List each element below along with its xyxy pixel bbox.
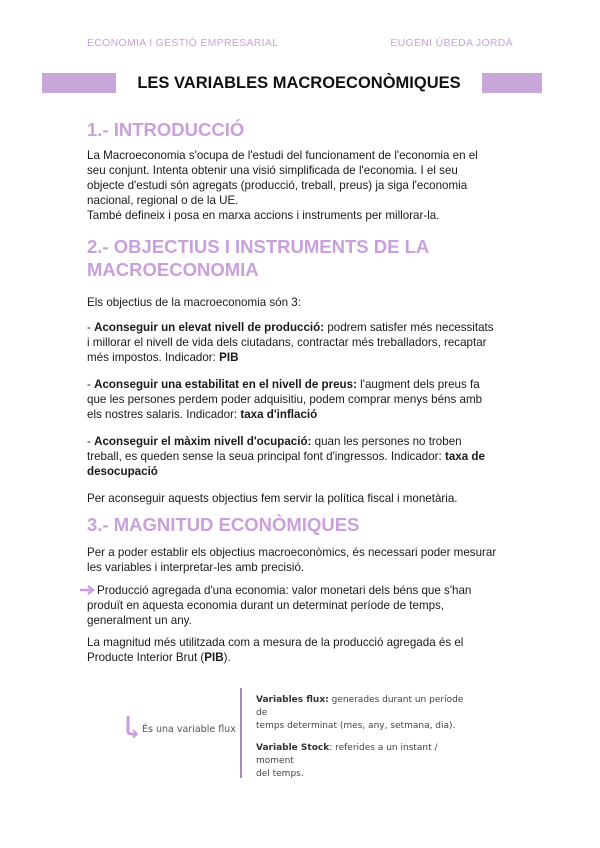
text: treball, es queden sense la seua principal font d'ingressos. Indicador: — [87, 450, 445, 463]
section-3-paragraph-2 — [87, 583, 517, 628]
objective-3-title: Aconseguir el màxim nivell d'ocupació: — [94, 435, 312, 448]
text-line: generalment un any. — [87, 614, 192, 627]
stock-definition — [256, 742, 471, 781]
header-subject: ECONOMIA I GESTIÓ EMPRESARIAL — [87, 37, 279, 49]
text: més impostos. Indicador: — [87, 351, 220, 364]
pib-term: PIB — [204, 651, 224, 664]
objectives-closing: Per aconseguir aquests objectius fem servir la política fiscal i monetària. — [87, 492, 458, 505]
text: l'augment dels preus fa — [356, 378, 480, 391]
text-line: També defineix i posa en marxa accions i instruments per millorar-la. — [87, 209, 440, 222]
objective-3: - Aconseguir el màxim nivell d'ocupació: quan les persones no troben treball, es queden sense la seua principal font d'ingressos. Indicador: taxa de desocupació — [87, 435, 485, 478]
heading-line: MACROECONOMIA — [87, 259, 259, 280]
objective-1-indicator: PIB — [219, 351, 239, 364]
section-3-heading: 3.- MAGNITUD ECONÒMIQUES — [87, 514, 360, 535]
header-author: EUGENI ÚBEDA JORDÀ — [390, 37, 513, 49]
flux-definition — [256, 694, 471, 733]
flux-term: Variables flux: — [256, 695, 329, 705]
text-line: temps determinat (mes, any, setmana, dia). — [256, 721, 456, 731]
section-3-paragraph-3 — [87, 635, 517, 665]
text-line: i millorar el nivell de vida dels ciutadans, contractar més treballadors, recaptar — [87, 336, 487, 349]
text: ). — [223, 651, 231, 664]
text-line: les variables i interpretar-les amb precisió. — [87, 561, 305, 574]
objective-1-title: Aconseguir un elevat nivell de producció: — [94, 321, 325, 334]
text: podrem satisfer més necessitats — [324, 321, 494, 334]
title-bar-right — [482, 73, 542, 93]
text: generades durant un període de — [256, 695, 464, 718]
text: Producte Interior Brut ( — [87, 651, 205, 664]
text-line: objecte d'estudi són agregats (producció, treball, preus) ja siga l'economia — [87, 179, 468, 192]
text-line: Per a poder establir els objectius macroeconòmics, és necessari poder mesurar — [87, 546, 497, 559]
section-2-heading — [87, 235, 429, 281]
objective-1: - Aconseguir un elevat nivell de producció: podrem satisfer més necessitats i millorar el nivell de vida dels ciutadans, contractar més treballadors, recaptar més impostos. Indicador: PIB — [87, 320, 517, 365]
section-1-heading: 1.- INTRODUCCIÓ — [87, 119, 245, 140]
heading-line: 2.- OBJECTIUS I INSTRUMENTS DE LA — [87, 236, 430, 257]
text: quan les persones no troben — [311, 435, 462, 448]
objective-2-indicator: taxa d'inflació — [240, 408, 318, 421]
text-line: La Macroeconomia s'ocupa de l'estudi del funcionament de l'economia en el — [87, 149, 478, 162]
page-header — [87, 37, 513, 49]
variables-figure — [118, 688, 472, 778]
text-line: del temps. — [256, 769, 304, 779]
text-line: produït en aquesta economia durant un determinat període de temps, — [87, 599, 445, 612]
objectives-intro: Els objectius de la macroeconomia són 3: — [87, 296, 301, 309]
text-line: que les persones perdem poder adquisitiu, podem comprar menys béns amb — [87, 393, 483, 406]
section-3-paragraph-1 — [87, 545, 517, 575]
objective-2: - Aconseguir una estabilitat en el nivell de preus: l'augment dels preus fa que les persones perdem poder adquisitiu, podem comprar menys béns amb els nostres salaris. Indicador: taxa d'inflació — [87, 377, 517, 422]
title-row — [42, 72, 542, 94]
text-line: seu conjunt. Intenta obtenir una visió simplificada de l'economia. I el seu — [87, 164, 458, 177]
objective-3-indicator: taxa de — [444, 450, 485, 463]
flux-label: És una variable flux — [142, 724, 236, 735]
text-line: La magnitud més utilitzada com a mesura de la producció agregada és el — [87, 636, 464, 649]
text-line: nacional, regional o de la UE. — [87, 194, 239, 207]
objective-2-title: Aconseguir una estabilitat en el nivell de preus: — [94, 378, 357, 391]
figure-divider — [240, 688, 242, 778]
title-bar-left — [42, 73, 116, 93]
stock-term: Variable Stock — [256, 743, 330, 753]
objective-3-indicator-cont: desocupació — [87, 465, 158, 478]
text: : referides a un instant / moment — [256, 743, 438, 766]
page-title: LES VARIABLES MACROECONÒMIQUES — [116, 72, 482, 94]
text-line: Producció agregada d'una economia: valor monetari dels béns que s'han — [97, 584, 472, 597]
text: els nostres salaris. Indicador: — [87, 408, 241, 421]
section-1-paragraph — [87, 148, 517, 223]
curved-arrow-icon — [124, 716, 138, 738]
